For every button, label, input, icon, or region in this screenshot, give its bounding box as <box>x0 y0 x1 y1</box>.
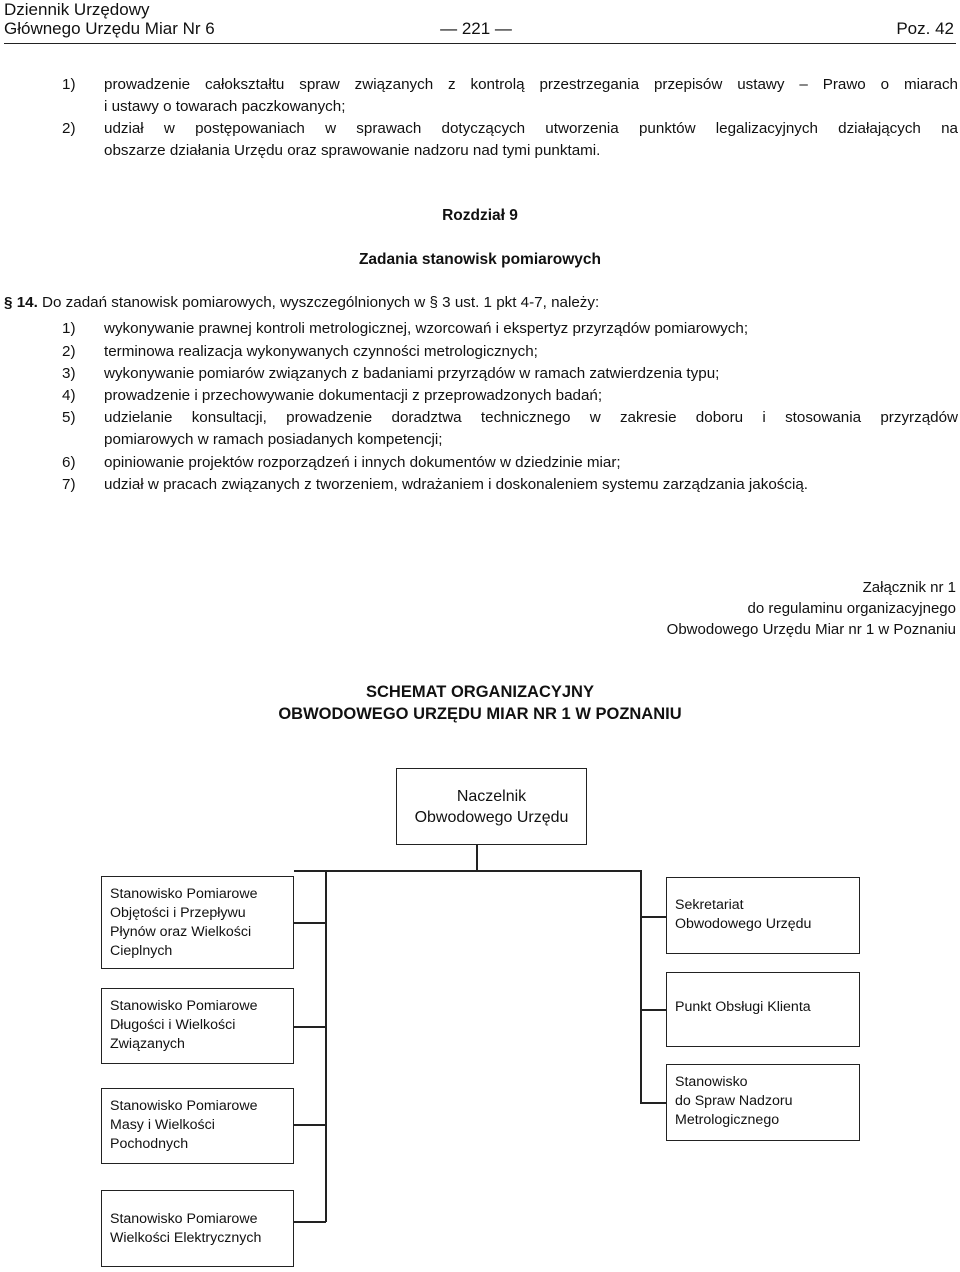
list-item-number: 2) <box>62 120 76 137</box>
list-item-text: terminowa realizacja wykonywanych czynności metrologicznych; <box>104 343 538 360</box>
org-box-line: Sekretariat <box>675 897 744 913</box>
paragraph-number: 14. <box>16 294 38 311</box>
org-box-right <box>666 877 860 954</box>
list-item-number: 5) <box>62 409 76 426</box>
list-item-text: udział w pracach związanych z tworzeniem, wdrażaniem i doskonaleniem systemu zarządzania jakością. <box>104 476 809 493</box>
org-box-line: Stanowisko Pomiarowe <box>110 886 258 902</box>
list-item-text: prowadzenie całokształtu spraw związanych z kontrolą przestrzegania przepisów ustawy – Prawo o miarach <box>104 76 958 93</box>
list-item-text: udzielanie konsultacji, prowadzenie doradztwa technicznego w zakresie doboru i stosowania przyrządów <box>104 409 958 426</box>
chapter-title: Rozdział 9 <box>442 207 518 224</box>
connector-line <box>640 916 666 918</box>
chapter-subtitle: Zadania stanowisk pomiarowych <box>358 251 602 268</box>
position-number: Poz. 42 <box>896 19 954 38</box>
org-box-line: Wielkości Elektrycznych <box>110 1230 262 1246</box>
header-rule <box>4 43 956 44</box>
schema-title <box>0 681 960 725</box>
connector-line <box>640 870 642 1103</box>
list-item <box>62 74 958 118</box>
list-item-number: 3) <box>62 365 76 382</box>
connector-line <box>476 845 478 870</box>
list-item-text: opiniowanie projektów rozporządzeń i innych dokumentów w dziedzinie miar; <box>104 454 621 471</box>
org-box-right <box>666 1064 860 1141</box>
org-box-line: Płynów oraz Wielkości <box>110 924 252 940</box>
journal-title-line1: Dziennik Urzędowy <box>4 0 150 19</box>
org-box-line: Długości i Wielkości <box>110 1017 236 1033</box>
list-item <box>62 118 958 162</box>
connector-line <box>294 1124 326 1126</box>
paragraph-text: Do zadań stanowisk pomiarowych, wyszczególnionych w § 3 ust. 1 pkt 4-7, należy: <box>42 294 600 311</box>
schema-title-line2: OBWODOWEGO URZĘDU MIAR NR 1 W POZNANIU <box>278 705 682 723</box>
list-item-number: 6) <box>62 454 76 471</box>
journal-title-line2: Głównego Urzędu Miar Nr 6 <box>4 19 215 38</box>
org-box-left <box>101 876 294 969</box>
org-box-line: Naczelnik <box>456 787 527 805</box>
connector-line <box>640 1009 666 1011</box>
paragraph-sign: § <box>4 294 13 311</box>
org-box-head <box>396 768 587 845</box>
org-box-line: Punkt Obsługi Klienta <box>675 999 811 1015</box>
org-box-line: Cieplnych <box>110 943 173 959</box>
annex-note <box>556 577 956 640</box>
list-item-text: pomiarowych w ramach posiadanych kompetencji; <box>104 431 443 448</box>
list-item-text: obszarze działania Urzędu oraz sprawowanie nadzoru nad tymi punktami. <box>104 142 601 159</box>
list-item-number: 4) <box>62 387 76 404</box>
list-item-number: 1) <box>62 76 76 93</box>
org-box-line: Stanowisko Pomiarowe <box>110 1098 258 1114</box>
journal-title <box>4 0 215 38</box>
org-box-line: Obwodowego Urzędu <box>675 916 812 932</box>
list-item-text: udział w postępowaniach w sprawach dotyczących utworzenia punktów legalizacyjnych działających na <box>104 120 958 137</box>
list-item-text: i ustawy o towarach paczkowanych; <box>104 98 346 115</box>
list-item-number: 1) <box>62 320 76 337</box>
org-box-left <box>101 1190 294 1267</box>
list-item-text: wykonywanie pomiarów związanych z badaniami przyrządów w ramach zatwierdzenia typu; <box>104 365 720 382</box>
org-box-line: Obwodowego Urzędu <box>414 808 569 826</box>
org-box-line: Stanowisko Pomiarowe <box>110 1211 258 1227</box>
connector-line <box>294 1026 326 1028</box>
list-item-text: prowadzenie i przechowywanie dokumentacji z przeprowadzonych badań; <box>104 387 603 404</box>
list-item-number: 2) <box>62 343 76 360</box>
org-box-line: Masy i Wielkości <box>110 1117 215 1133</box>
annex-line: do regulaminu organizacyjnego <box>747 600 956 617</box>
org-box-line: Objętości i Przepływu <box>110 905 246 921</box>
org-box-line: Stanowisko Pomiarowe <box>110 998 258 1014</box>
connector-line <box>294 922 326 924</box>
connector-line <box>294 1221 326 1223</box>
connector-line <box>640 1102 666 1104</box>
list-item-number: 7) <box>62 476 76 493</box>
connector-line <box>294 870 640 872</box>
org-box-right <box>666 972 860 1047</box>
page-number: — 221 — <box>440 19 512 38</box>
org-box-left <box>101 988 294 1064</box>
org-box-line: Metrologicznego <box>675 1112 780 1128</box>
org-box-line: Pochodnych <box>110 1136 189 1152</box>
list-item-text: wykonywanie prawnej kontroli metrologicznej, wzorcowań i ekspertyz przyrządów pomiarowych; <box>104 320 749 337</box>
paragraph-14 <box>4 294 599 311</box>
org-box-line: Związanych <box>110 1036 185 1052</box>
org-box-line: do Spraw Nadzoru <box>675 1093 793 1109</box>
schema-title-line1: SCHEMAT ORGANIZACYJNY <box>366 683 594 701</box>
org-box-line: Stanowisko <box>675 1074 748 1090</box>
annex-line: Obwodowego Urzędu Miar nr 1 w Poznaniu <box>666 621 956 638</box>
annex-line: Załącznik nr 1 <box>862 579 956 596</box>
org-box-left <box>101 1088 294 1164</box>
